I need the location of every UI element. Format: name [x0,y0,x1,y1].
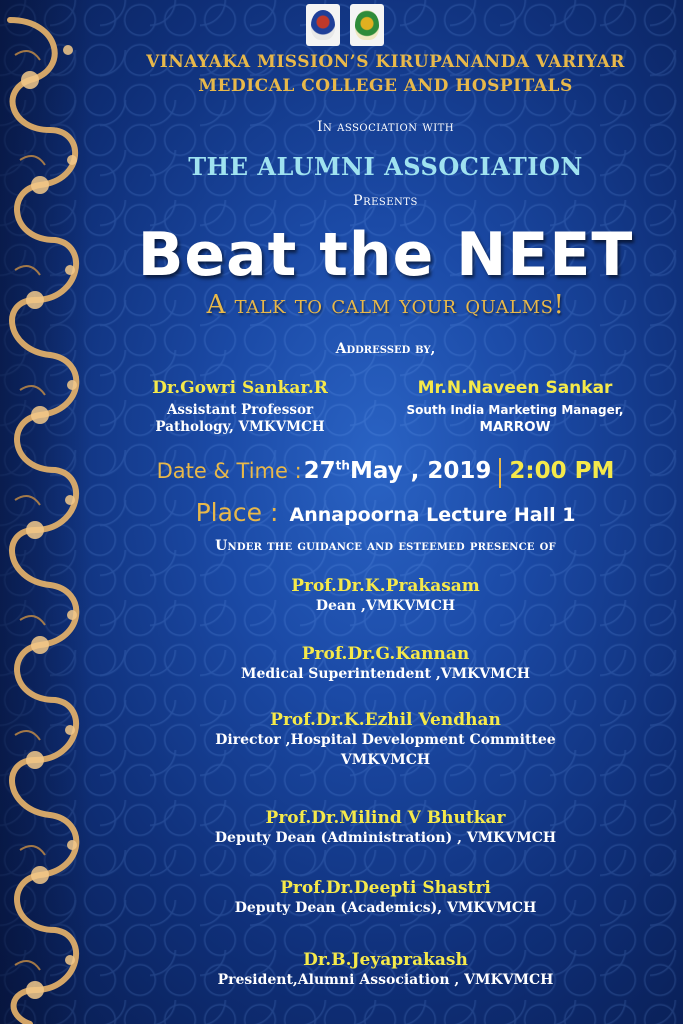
speaker-2 [395,378,635,436]
date-suffix: th [335,458,350,473]
logos [306,4,384,46]
presents-text: Presents [353,193,418,209]
guest-4 [88,808,683,848]
speaker-1-role-line2: Pathology, VMKVMCH [155,419,325,435]
ornament-swirls-icon [0,0,92,1024]
guidance-heading: Under the guidance and esteemed presence of [215,538,556,554]
guest-1-role: Dean ,VMKVMCH [315,598,456,614]
guest-3-role-line2: VMKVMCH [340,752,431,768]
college-name-line1: VINAYAKA MISSION’S KIRUPANANDA VARIYAR [146,52,625,72]
date-day: 27 [303,458,336,484]
speaker-2-name: Mr.N.Naveen Sankar [417,378,613,398]
guest-5-role: Deputy Dean (Academics), VMKVMCH [234,900,537,916]
guest-5 [88,878,683,918]
guest-1 [88,576,683,616]
guest-6-name: Dr.B.Jeyaprakash [303,950,468,970]
college-logo [306,4,340,46]
place-value: Annapoorna Lecture Hall 1 [289,504,576,526]
college-name-line2: MEDICAL COLLEGE AND HOSPITALS [198,76,573,96]
guest-6-role: President,Alumni Association , VMKVMCH [217,972,554,988]
date-time-divider [499,458,501,488]
speaker-1 [100,378,380,436]
time-value: 2:00 PM [509,458,615,484]
guest-4-name: Prof.Dr.Milind V Bhutkar [265,808,506,828]
speaker-1-role-line1: Assistant Professor [166,402,314,418]
alumni-association-heading: THE ALUMNI ASSOCIATION [188,152,583,181]
date-time-label: Date & Time : [156,459,302,483]
guest-3-name: Prof.Dr.K.Ezhil Vendhan [270,710,501,730]
speaker-2-role-line2: MARROW [479,419,551,435]
guest-1-name: Prof.Dr.K.Prakasam [291,576,480,596]
date-time-row [88,458,683,488]
guest-2-name: Prof.Dr.G.Kannan [301,644,470,664]
speaker-1-name: Dr.Gowri Sankar.R [152,378,328,398]
event-title: Beat the NEET [137,220,634,290]
addressed-by-label: Addressed by, [335,341,436,357]
date-value [304,458,492,484]
date-rest: May , 2019 [349,458,492,484]
guest-2-role: Medical Superintendent ,VMKVMCH [240,666,531,682]
guest-4-role: Deputy Dean (Administration) , VMKVMCH [214,830,557,846]
guest-6 [88,950,683,990]
left-ornamental-border [0,0,92,1024]
guest-3 [88,710,683,770]
speaker-2-role-line1: South India Marketing Manager, [406,403,624,417]
college-name [88,50,683,98]
event-subtitle: A talk to calm your qualms! [206,290,565,320]
guest-5-name: Prof.Dr.Deepti Shastri [280,878,491,898]
place-row [88,498,683,527]
place-label: Place : [195,498,279,527]
university-logo [350,4,384,46]
guest-2 [88,644,683,684]
guest-3-role-line1: Director ,Hospital Development Committee [215,732,556,748]
association-text: In association with [316,119,455,135]
